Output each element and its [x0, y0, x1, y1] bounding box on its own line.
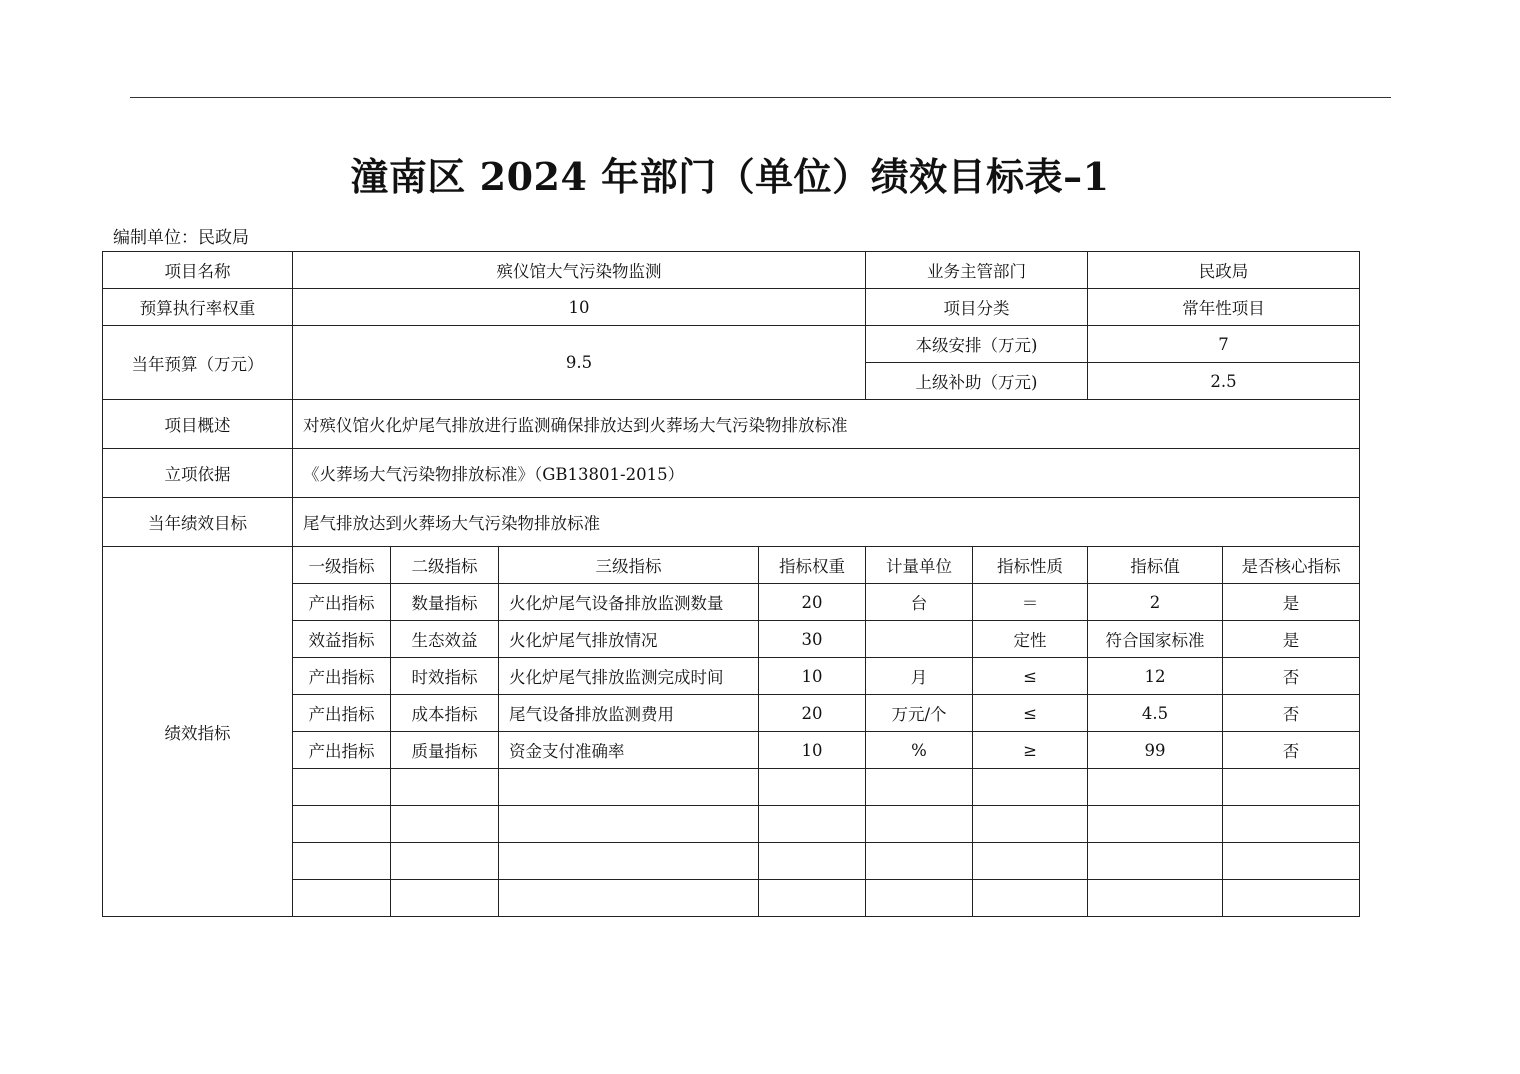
indicator-cell: 产出指标	[293, 584, 391, 621]
indicator-cell	[973, 880, 1088, 917]
row-annual-goal	[103, 498, 1360, 547]
project-name-label: 项目名称	[103, 252, 293, 289]
indicator-header-cell: 一级指标	[293, 547, 391, 584]
indicator-cell: ≤	[973, 658, 1088, 695]
indicator-cell: 火化炉尾气排放情况	[499, 621, 759, 658]
indicator-cell: 4.5	[1088, 695, 1223, 732]
indicator-cell	[1223, 769, 1360, 806]
indicator-cell: 2	[1088, 584, 1223, 621]
indicator-cell: 否	[1223, 732, 1360, 769]
indicator-cell	[293, 880, 391, 917]
indicator-cell: 生态效益	[391, 621, 499, 658]
indicator-cell: 20	[759, 695, 866, 732]
header-rule	[130, 97, 1391, 98]
indicator-cell	[866, 769, 973, 806]
subsidy-label: 上级补助（万元)	[866, 363, 1088, 400]
compiling-unit-label: 编制单位：	[113, 228, 198, 248]
indicator-cell	[391, 769, 499, 806]
indicator-cell	[499, 880, 759, 917]
annual-goal-label: 当年绩效目标	[103, 498, 293, 547]
performance-target-table	[102, 251, 1360, 917]
indicator-cell	[391, 880, 499, 917]
indicator-cell: ＝	[973, 584, 1088, 621]
indicator-cell: 质量指标	[391, 732, 499, 769]
local-funding-label: 本级安排（万元)	[866, 326, 1088, 363]
annual-budget-label: 当年预算（万元）	[103, 326, 293, 400]
indicator-cell: 10	[759, 658, 866, 695]
indicator-cell: 是	[1223, 621, 1360, 658]
indicator-header-row	[103, 547, 1360, 584]
indicator-cell	[293, 806, 391, 843]
indicator-cell: %	[866, 732, 973, 769]
indicator-cell: 产出指标	[293, 658, 391, 695]
department-label: 业务主管部门	[866, 252, 1088, 289]
indicator-cell: 产出指标	[293, 732, 391, 769]
indicator-cell: 万元/个	[866, 695, 973, 732]
department-value: 民政局	[1088, 252, 1360, 289]
indicator-cell	[1223, 880, 1360, 917]
indicator-cell: 台	[866, 584, 973, 621]
indicator-cell	[499, 806, 759, 843]
indicator-cell: 火化炉尾气排放监测完成时间	[499, 658, 759, 695]
indicator-cell: 数量指标	[391, 584, 499, 621]
indicator-cell	[866, 621, 973, 658]
indicator-cell	[973, 843, 1088, 880]
indicator-cell: 定性	[973, 621, 1088, 658]
indicators-section-label: 绩效指标	[103, 547, 293, 917]
indicator-cell: 20	[759, 584, 866, 621]
indicator-cell: 否	[1223, 695, 1360, 732]
indicator-header-cell: 指标权重	[759, 547, 866, 584]
indicator-cell: 是	[1223, 584, 1360, 621]
indicator-cell	[1088, 843, 1223, 880]
indicator-cell	[866, 806, 973, 843]
row-budget-weight	[103, 289, 1360, 326]
compiling-unit-value: 民政局	[198, 228, 249, 248]
indicator-cell	[973, 769, 1088, 806]
indicator-header-cell: 计量单位	[866, 547, 973, 584]
indicator-cell	[293, 769, 391, 806]
indicator-cell: 资金支付准确率	[499, 732, 759, 769]
indicator-cell: 30	[759, 621, 866, 658]
indicator-header-cell: 是否核心指标	[1223, 547, 1360, 584]
annual-budget-value: 9.5	[293, 326, 866, 400]
indicator-cell: 效益指标	[293, 621, 391, 658]
indicator-cell	[1088, 880, 1223, 917]
indicator-cell: 10	[759, 732, 866, 769]
indicator-cell	[499, 843, 759, 880]
annual-goal-value: 尾气排放达到火葬场大气污染物排放标准	[293, 498, 1360, 547]
overview-value: 对殡仪馆火化炉尾气排放进行监测确保排放达到火葬场大气污染物排放标准	[293, 400, 1360, 449]
basis-value: 《火葬场大气污染物排放标准》（GB13801-2015）	[293, 449, 1360, 498]
indicator-cell: 否	[1223, 658, 1360, 695]
indicator-header-cell: 指标值	[1088, 547, 1223, 584]
indicator-header-cell: 指标性质	[973, 547, 1088, 584]
row-project-name	[103, 252, 1360, 289]
local-funding-value: 7	[1088, 326, 1360, 363]
indicator-cell	[1223, 843, 1360, 880]
overview-label: 项目概述	[103, 400, 293, 449]
indicator-cell	[973, 806, 1088, 843]
indicator-cell: 12	[1088, 658, 1223, 695]
indicator-cell: ≥	[973, 732, 1088, 769]
indicator-header-cell: 二级指标	[391, 547, 499, 584]
indicator-cell	[759, 769, 866, 806]
indicator-cell: 月	[866, 658, 973, 695]
page-title: 潼南区 2024 年部门（单位）绩效目标表–1	[350, 154, 1110, 199]
indicator-cell	[391, 843, 499, 880]
indicator-cell	[866, 843, 973, 880]
indicator-cell: 时效指标	[391, 658, 499, 695]
indicator-cell	[759, 806, 866, 843]
indicator-cell: 尾气设备排放监测费用	[499, 695, 759, 732]
indicator-cell: ≤	[973, 695, 1088, 732]
project-name-value: 殡仪馆大气污染物监测	[293, 252, 866, 289]
indicator-cell: 成本指标	[391, 695, 499, 732]
indicator-cell: 99	[1088, 732, 1223, 769]
row-basis	[103, 449, 1360, 498]
row-overview	[103, 400, 1360, 449]
indicator-cell	[759, 843, 866, 880]
indicator-cell	[1088, 769, 1223, 806]
project-category-value: 常年性项目	[1088, 289, 1360, 326]
indicator-header-cell: 三级指标	[499, 547, 759, 584]
indicator-cell: 产出指标	[293, 695, 391, 732]
indicator-cell	[1223, 806, 1360, 843]
indicator-cell	[759, 880, 866, 917]
indicator-cell	[866, 880, 973, 917]
row-annual-budget	[103, 326, 1360, 363]
indicator-cell	[293, 843, 391, 880]
indicator-cell: 火化炉尾气设备排放监测数量	[499, 584, 759, 621]
project-category-label: 项目分类	[866, 289, 1088, 326]
basis-label: 立项依据	[103, 449, 293, 498]
indicator-cell	[499, 769, 759, 806]
indicator-cell	[1088, 806, 1223, 843]
subsidy-value: 2.5	[1088, 363, 1360, 400]
indicator-cell	[391, 806, 499, 843]
budget-weight-label: 预算执行率权重	[103, 289, 293, 326]
indicator-cell: 符合国家标准	[1088, 621, 1223, 658]
budget-weight-value: 10	[293, 289, 866, 326]
compiling-unit	[113, 223, 249, 248]
